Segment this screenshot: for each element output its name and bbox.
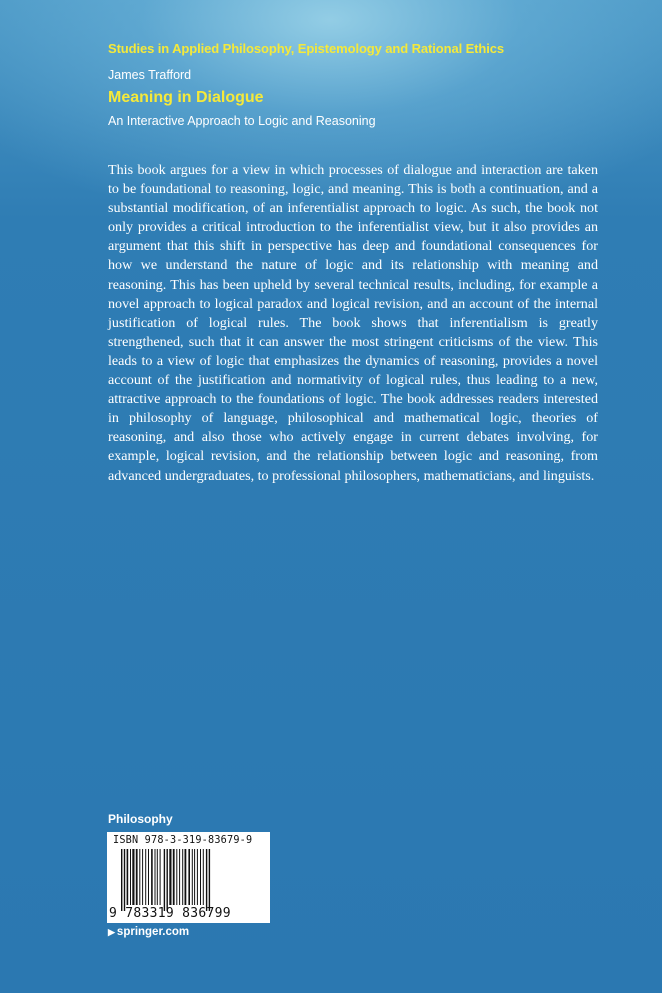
publisher-link-text: springer.com: [116, 926, 190, 938]
book-description: This book argues for a view in which processes of dialogue and interaction are taken to be foundational to reasoning, logic, and meaning. This is both a continuation, and a substantial modification, of an inferentialist approach to logic. As such, the book not only provides a critical introduction to the inferentialist view, but it also provides an argument that this shift in perspective has deep and foundational consequences for how we understand the nature of logic and its relationship with meaning and reasoning. This has been upheld by several technical results, including, for example a novel approach to logical paradox and logical revision, and an account of the internal justification of logical rules. The book shows that inferentialism is greatly strengthened, such that it can answer the most stringent criticisms of the view. This leads to a view of logic that emphasizes the dynamics of reasoning, provides a novel account of the justification and normativity of logical rules, thus leading to a new, attractive approach to the foundations of logic. The book addresses readers interested in philosophy of language, philosophical and mathematical logic, theories of reasoning, and also those who actively engage in current debates involving, for example, logical revision, and the relationship between logic and reasoning, from advanced undergraduates, to professional philosophers, mathematicians, and linguists.: [108, 162, 598, 484]
series-title: Studies in Applied Philosophy, Epistemology and Rational Ethics: [108, 41, 505, 56]
subject-category: Philosophy: [108, 812, 173, 826]
ean-digits: 9 783319 836799: [109, 906, 231, 921]
isbn-barcode: [107, 832, 270, 923]
author-name: James Trafford: [108, 68, 192, 82]
book-subtitle: An Interactive Approach to Logic and Reasoning: [108, 114, 376, 128]
book-title: Meaning in Dialogue: [108, 89, 264, 106]
publisher-link[interactable]: [108, 926, 189, 938]
isbn-label: ISBN 978-3-319-83679-9: [113, 835, 253, 846]
triangle-right-icon: ▶: [108, 927, 115, 937]
